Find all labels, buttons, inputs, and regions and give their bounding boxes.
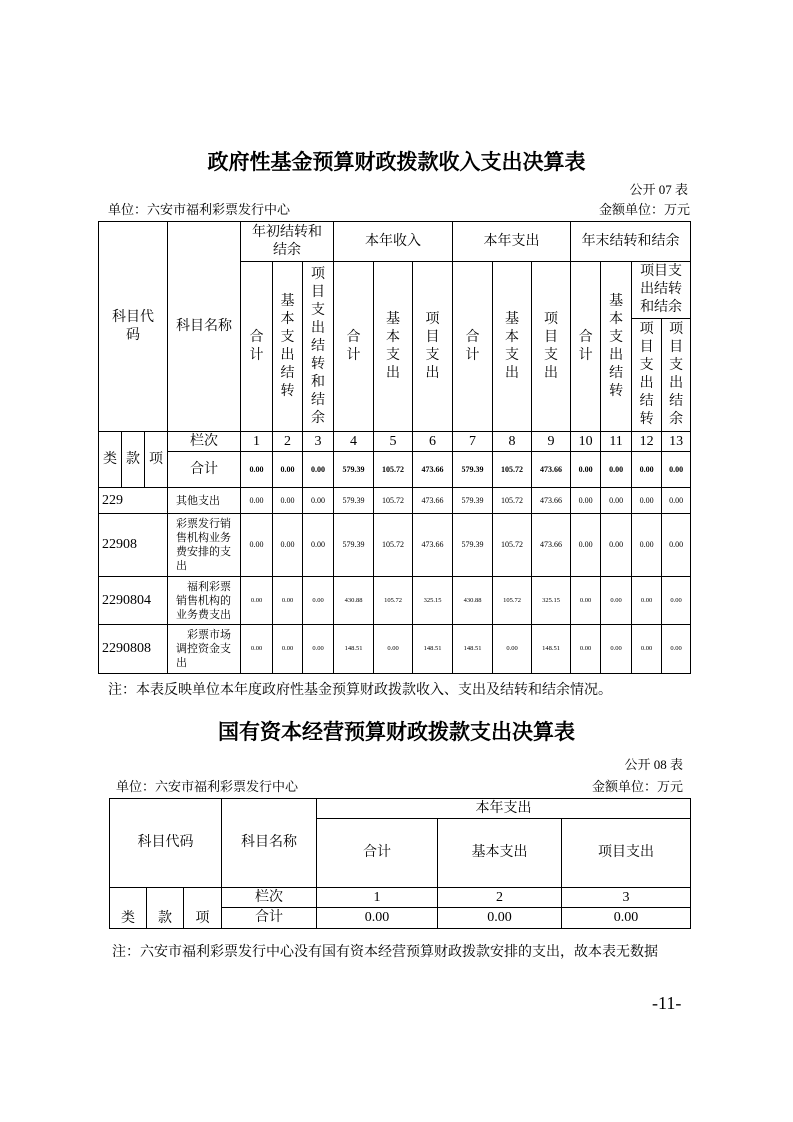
header-label: 项目支出 — [544, 311, 559, 381]
total-amount: 0.00 — [571, 452, 601, 488]
amount-cell: 0.00 — [662, 488, 691, 514]
amount-cell: 148.51 — [453, 625, 493, 674]
table2-amount-unit: 金额单位：万元 — [591, 779, 683, 794]
amount-cell: 148.51 — [334, 625, 374, 674]
amount-cell: 473.66 — [532, 488, 571, 514]
subject-name-cell: 福利彩票销售机构的业务费支出 — [168, 577, 241, 625]
amount-cell: 0.00 — [241, 488, 273, 514]
closing-total-header — [571, 262, 601, 432]
expense-total-header: 合计 — [317, 819, 438, 888]
amount-cell: 430.88 — [453, 577, 493, 625]
subject-category-header: 类 — [110, 888, 147, 929]
amount-cell: 0.00 — [303, 514, 334, 577]
total-amount: 579.39 — [334, 452, 374, 488]
subject-category-header: 类 — [99, 432, 122, 488]
expense-project-header: 项目支出 — [562, 819, 691, 888]
income-total-header — [334, 262, 374, 432]
fund-budget-table-body — [99, 222, 691, 674]
total-amount: 473.66 — [413, 452, 453, 488]
column-number: 5 — [374, 432, 413, 452]
subject-code-cell: 22908 — [99, 514, 168, 577]
amount-cell: 105.72 — [493, 514, 532, 577]
amount-cell: 0.00 — [571, 577, 601, 625]
amount-cell: 325.15 — [413, 577, 453, 625]
table1-form-number: 公开 07 表 — [629, 182, 688, 197]
expense-basic-header: 基本支出 — [438, 819, 562, 888]
amount-cell: 0.00 — [632, 488, 662, 514]
amount-cell: 105.72 — [374, 514, 413, 577]
table2-note: 注：六安市福利彩票发行中心没有国有资本经营预算财政拨款安排的支出，故本表无数据 — [112, 945, 658, 960]
amount-cell: 473.66 — [532, 514, 571, 577]
amount-cell: 325.15 — [532, 577, 571, 625]
amount-cell: 473.66 — [413, 514, 453, 577]
current-income-header: 本年收入 — [334, 222, 453, 262]
header-label: 合计 — [465, 329, 480, 363]
amount-cell: 0.00 — [601, 577, 632, 625]
header-label: 基本支出 — [386, 311, 401, 381]
table2-form-number: 公开 08 表 — [624, 757, 683, 772]
header-label: 项目支出结转 — [639, 322, 654, 427]
closing-project-carryover-header — [632, 319, 662, 432]
total-amount: 0.00 — [438, 908, 562, 929]
header-label: 合计 — [249, 329, 264, 363]
amount-cell: 105.72 — [374, 488, 413, 514]
expense-project-header — [532, 262, 571, 432]
amount-cell: 0.00 — [632, 577, 662, 625]
total-amount: 0.00 — [303, 452, 334, 488]
closing-balance-header: 年末结转和结余 — [571, 222, 691, 262]
table-row — [99, 625, 691, 674]
column-number: 2 — [273, 432, 303, 452]
current-expense-header: 本年支出 — [317, 799, 691, 819]
subject-code-header: 科目代码 — [99, 222, 168, 432]
column-number: 1 — [317, 888, 438, 908]
amount-cell: 0.00 — [662, 625, 691, 674]
subject-name-cell: 其他支出 — [168, 488, 241, 514]
total-amount: 105.72 — [493, 452, 532, 488]
total-amount: 0.00 — [632, 452, 662, 488]
subject-name-cell: 彩票市场调控资金支出 — [168, 625, 241, 674]
column-number: 3 — [562, 888, 691, 908]
amount-cell: 0.00 — [303, 577, 334, 625]
header-label: 基本支出结转 — [609, 293, 624, 399]
state-capital-budget-table-body — [110, 799, 691, 929]
header-label: 基本支出结转 — [280, 293, 295, 399]
table1-title: 政府性基金预算财政拨款收入支出决算表 — [207, 151, 586, 174]
amount-cell: 0.00 — [493, 625, 532, 674]
income-basic-header — [374, 262, 413, 432]
subject-name-cell: 彩票发行销售机构业务费安排的支出 — [168, 514, 241, 577]
amount-cell: 0.00 — [374, 625, 413, 674]
subject-code-header: 科目代码 — [110, 799, 222, 888]
column-number-label: 栏次 — [168, 432, 241, 452]
header-label: 合计 — [578, 329, 593, 363]
column-number: 12 — [632, 432, 662, 452]
total-amount: 105.72 — [374, 452, 413, 488]
table1-unit: 单位：六安市福利彩票发行中心 — [108, 202, 291, 217]
subject-section-header: 款 — [147, 888, 184, 929]
amount-cell: 473.66 — [413, 488, 453, 514]
amount-cell: 148.51 — [532, 625, 571, 674]
amount-cell: 0.00 — [601, 514, 632, 577]
header-label: 项目支出结余 — [669, 322, 684, 427]
amount-cell: 0.00 — [241, 514, 273, 577]
amount-cell: 0.00 — [662, 577, 691, 625]
amount-cell: 0.00 — [241, 625, 273, 674]
subject-item-header: 项 — [184, 888, 222, 929]
total-amount: 0.00 — [317, 908, 438, 929]
table1-amount-unit: 金额单位：万元 — [598, 202, 690, 217]
current-expense-header: 本年支出 — [453, 222, 571, 262]
total-amount: 579.39 — [453, 452, 493, 488]
amount-cell: 105.72 — [374, 577, 413, 625]
header-label: 项目支出 — [425, 311, 440, 381]
column-number: 11 — [601, 432, 632, 452]
amount-cell: 0.00 — [303, 488, 334, 514]
amount-cell: 579.39 — [334, 514, 374, 577]
total-amount: 473.66 — [532, 452, 571, 488]
opening-project-header — [303, 262, 334, 432]
amount-cell: 105.72 — [493, 488, 532, 514]
expense-basic-header — [493, 262, 532, 432]
closing-project-surplus-header — [662, 319, 691, 432]
total-amount: 0.00 — [273, 452, 303, 488]
column-number: 13 — [662, 432, 691, 452]
column-number-row — [110, 888, 691, 908]
table-row — [99, 514, 691, 577]
header-row — [99, 222, 691, 262]
total-label: 合计 — [222, 908, 317, 929]
amount-cell: 148.51 — [413, 625, 453, 674]
closing-project-header: 项目支出结转和结余 — [632, 262, 691, 319]
amount-cell: 0.00 — [601, 488, 632, 514]
table1-note: 注：本表反映单位本年度政府性基金预算财政拨款收入、支出及结转和结余情况。 — [108, 683, 612, 698]
expense-total-header — [453, 262, 493, 432]
total-amount: 0.00 — [662, 452, 691, 488]
amount-cell: 0.00 — [601, 625, 632, 674]
amount-cell: 579.39 — [453, 488, 493, 514]
subject-name-header: 科目名称 — [222, 799, 317, 888]
subject-code-cell: 229 — [99, 488, 168, 514]
total-amount: 0.00 — [241, 452, 273, 488]
amount-cell: 0.00 — [273, 577, 303, 625]
amount-cell: 579.39 — [334, 488, 374, 514]
subject-section-header: 款 — [122, 432, 145, 488]
amount-cell: 579.39 — [453, 514, 493, 577]
total-amount: 0.00 — [601, 452, 632, 488]
column-number: 9 — [532, 432, 571, 452]
amount-cell: 0.00 — [241, 577, 273, 625]
amount-cell: 0.00 — [571, 488, 601, 514]
column-number-label: 栏次 — [222, 888, 317, 908]
opening-basic-header — [273, 262, 303, 432]
state-capital-budget-table — [109, 798, 691, 929]
amount-cell: 0.00 — [273, 514, 303, 577]
header-label: 合计 — [346, 329, 361, 363]
amount-cell: 0.00 — [632, 514, 662, 577]
table-row — [99, 488, 691, 514]
opening-total-header — [241, 262, 273, 432]
header-row — [110, 799, 691, 819]
amount-cell: 0.00 — [662, 514, 691, 577]
opening-balance-header: 年初结转和结余 — [241, 222, 334, 262]
subject-code-cell: 2290808 — [99, 625, 168, 674]
column-number: 2 — [438, 888, 562, 908]
column-number: 6 — [413, 432, 453, 452]
amount-cell: 0.00 — [571, 625, 601, 674]
amount-cell: 0.00 — [303, 625, 334, 674]
subject-name-header: 科目名称 — [168, 222, 241, 432]
total-amount: 0.00 — [562, 908, 691, 929]
table2-unit: 单位：六安市福利彩票发行中心 — [116, 779, 299, 794]
amount-cell: 105.72 — [493, 577, 532, 625]
column-number-row — [99, 432, 691, 452]
amount-cell: 0.00 — [273, 625, 303, 674]
column-number: 8 — [493, 432, 532, 452]
amount-cell: 0.00 — [571, 514, 601, 577]
amount-cell: 0.00 — [632, 625, 662, 674]
subject-item-header: 项 — [145, 432, 168, 488]
page-number: -11- — [652, 993, 682, 1013]
subject-code-cell: 2290804 — [99, 577, 168, 625]
column-number: 4 — [334, 432, 374, 452]
column-number: 1 — [241, 432, 273, 452]
header-label: 基本支出 — [505, 311, 520, 381]
column-number: 10 — [571, 432, 601, 452]
income-project-header — [413, 262, 453, 432]
total-label: 合计 — [168, 452, 241, 488]
fund-budget-table — [98, 221, 691, 674]
column-number: 7 — [453, 432, 493, 452]
column-number: 3 — [303, 432, 334, 452]
header-label: 项目支出结转和结余 — [311, 266, 326, 426]
amount-cell: 0.00 — [273, 488, 303, 514]
table-row — [99, 577, 691, 625]
amount-cell: 430.88 — [334, 577, 374, 625]
closing-basic-header — [601, 262, 632, 432]
total-row — [99, 452, 691, 488]
table2-title: 国有资本经营预算财政拨款支出决算表 — [218, 721, 575, 744]
